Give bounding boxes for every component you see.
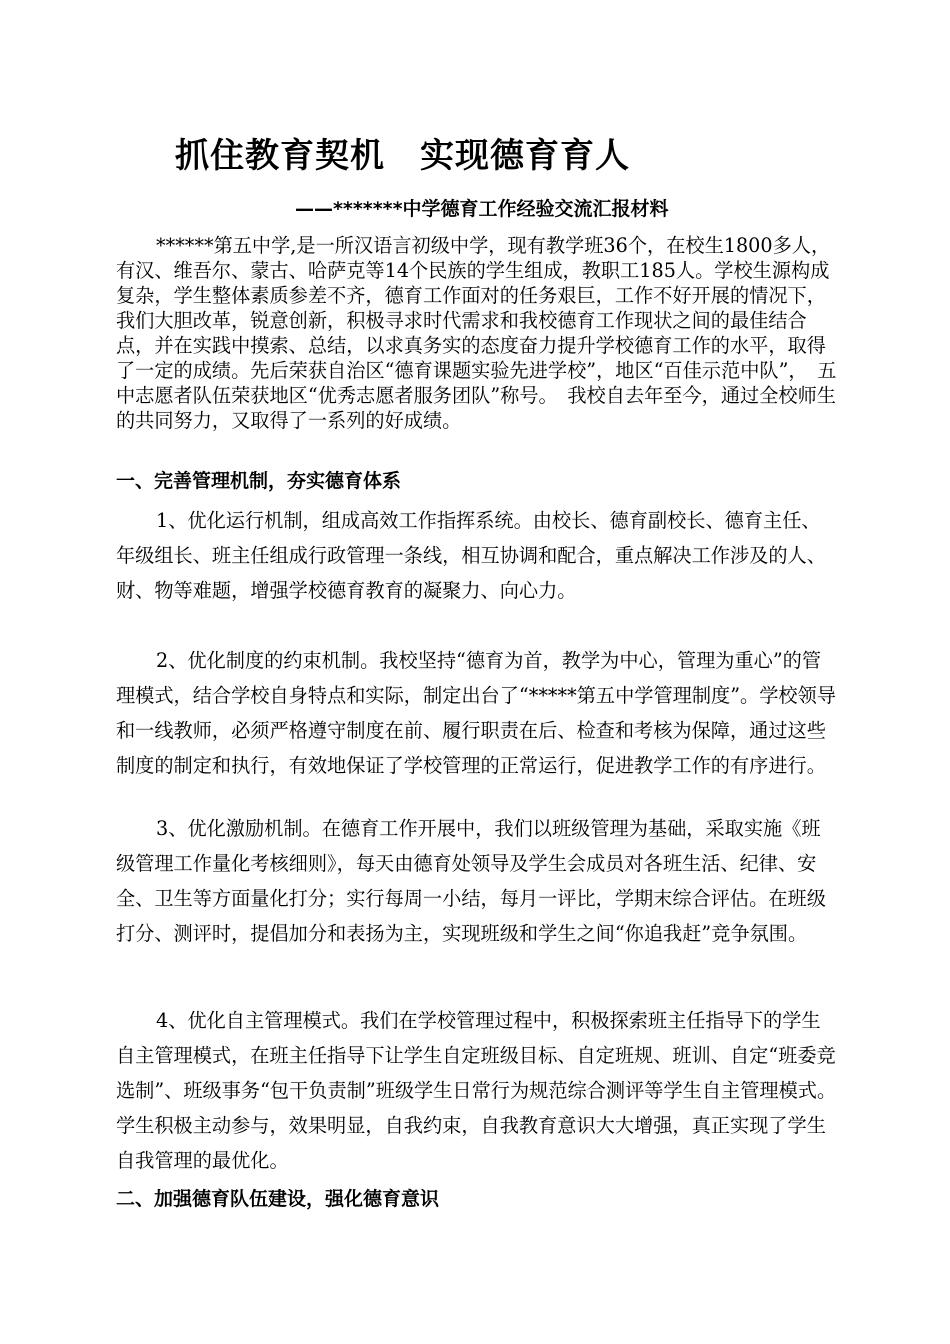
document-title: 抓住教育契机 实现德育育人 [175,136,630,176]
section1-paragraph-2: 2、优化制度的约束机制。我校坚持“德育为首，教学为中心，管理为重心”的管理模式，结合学校自身特点和实际，制定出台了“*****第五中学管理制度”。学校领导和一线教师，必须严格遵守制度在前、履行职责在后、检查和考核为保障，通过这些制度的制定和执行，有效地保证了学校管理的正常运行，促进教学工作的有序进行。 [116,649,836,777]
section1-paragraph-1: 1、优化运行机制，组成高效工作指挥系统。由校长、德育副校长、德育主任、年级组长、班主任组成行政管理一条线，相互协调和配合，重点解决工作涉及的人、财、物等难题，增强学校德育教育的凝聚力、向心力。 [116,509,826,602]
section-heading-1: 一、完善管理机制，夯实德育体系 [116,470,402,492]
intro-paragraph: ******第五中学,是一所汉语言初级中学，现有教学班36个，在校生1800多人，有汉、维吾尔、蒙古、哈萨克等14个民族的学生组成，教职工185人。学校生源构成复杂，学生整体素质参差不齐，德育工作面对的任务艰巨，工作不好开展的情况下，我们大胆改革，锐意创新，积极寻求时代需求和我校德育工作现状之间的最佳结合点，并在实践中摸索、总结，以求真务实的态度奋力提升学校德育工作的水平，取得了一定的成绩。先后荣获自治区“德育课题实验先进学校”，地区“百佳示范中队”， 五中志愿者队伍荣获地区“优秀志愿者服务团队”称号。 我校自去年至今，通过全校师生的共同努力，又取得了一系列的好成绩。 [116,234,837,432]
section1-paragraph-3: 3、优化激励机制。在德育工作开展中，我们以班级管理为基础，采取实施《班级管理工作量化考核细则》，每天由德育处领导及学生会成员对各班生活、纪律、安全、卫生等方面量化打分；实行每周一小结，每月一评比，学期末综合评估。在班级打分、测评时，提倡加分和表扬为主，实现班级和学生之间“你追我赶”竞争氛围。 [116,817,826,945]
section1-paragraph-4: 4、优化自主管理模式。我们在学校管理过程中，积极探索班主任指导下的学生自主管理模式，在班主任指导下让学生自定班级目标、自定班规、班训、自定“班委竞选制”、班级事务“包干负责制”班级学生日常行为规范综合测评等学生自主管理模式。学生积极主动参与，效果明显，自我约束，自我教育意识大大增强，真正实现了学生自我管理的最优化。 [116,1009,837,1172]
document-subtitle: ——*******中学德育工作经验交流汇报材料 [295,198,669,220]
section-heading-2: 二、加强德育队伍建设，强化德育意识 [116,1188,440,1210]
